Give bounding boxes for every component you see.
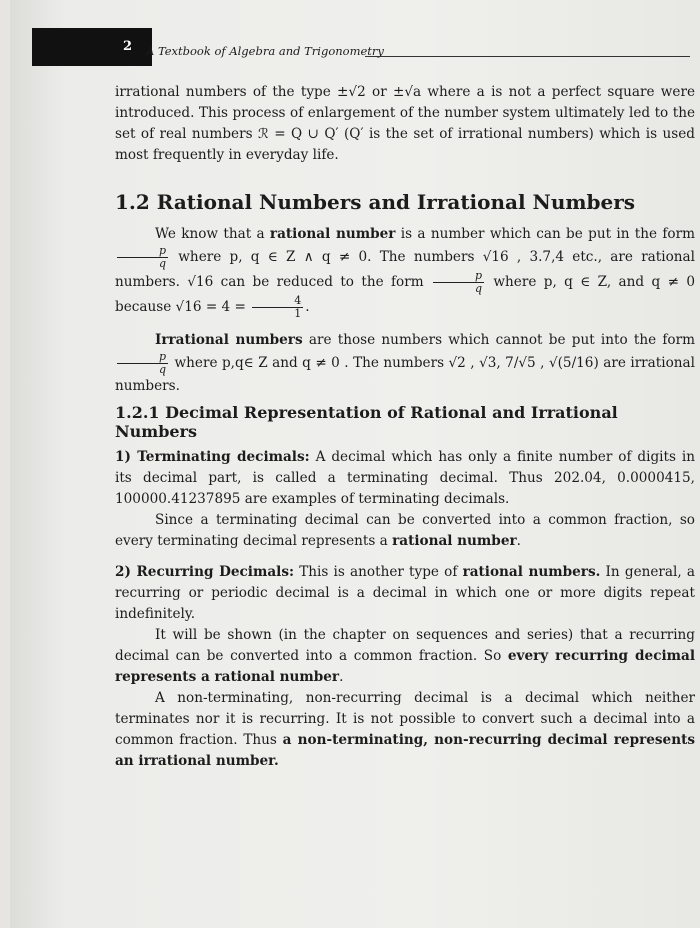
page-number: 2	[122, 39, 132, 54]
page-content	[115, 82, 695, 772]
fraction-4-over-1: $\frac{4}{1}$	[252, 295, 303, 320]
page-number-box	[32, 28, 152, 66]
non-recurring-paragraph: A non-terminating, non-recurring decimal is a decimal which neither terminates nor it is recurring. It is not possible to convert such a decimal into a common fraction. Thus a non-terminating, non-recurring decimal represents an irrational number.	[115, 690, 696, 769]
recurring-rational-paragraph: It will be shown (in the chapter on sequences and series) that a recurring decimal can be converted into a common fraction. So every recurring decimal represents a rational number.	[115, 627, 695, 685]
textbook-page	[10, 0, 700, 928]
header-rule	[365, 56, 690, 57]
intro-paragraph: irrational numbers of the type ±√2 or ±√a where a is not a perfect square were introduced. This process of enlargement of the number system ultimately led to the set of real numbers ℛ = Q ∪ Q′ (Q′ is the set of irrational numbers) which is used most frequently in everyday life.	[115, 84, 695, 163]
section-heading-1-2: 1.2 Rational Numbers and Irrational Numbers	[115, 190, 636, 214]
label-terminating-decimals: 1) Terminating decimals:	[115, 449, 310, 465]
fraction-p-over-q-3: $\frac{p}{q}$	[117, 351, 168, 376]
recurring-decimals-paragraph: 2) Recurring Decimals: This is another type of rational numbers. In general, a recurring or periodic decimal is a decimal in which one or more digits repeat indefinitely.	[115, 564, 695, 622]
terminating-decimals-paragraph: 1) Terminating decimals: A decimal which has only a finite number of digits in its decimal part, is called a terminating decimal. Thus 202.04, 0.0000415, 100000.41237895 are examples of terminating decimals.	[115, 449, 696, 507]
fraction-p-over-q: $\frac{p}{q}$	[117, 245, 168, 270]
rational-definition: We know that a rational number is a number which can be put in the form $\frac{p}{q}$ where p, q ∈ Z ∧ q ≠ 0. The numbers √16 , 3.7,4 etc., are rational numbers. √16 can be reduced to the form $\frac{p}{q}$ where p, q ∈ Z, and q ≠ 0 because √16 = 4 = $\frac{4}{1}$ .	[115, 226, 695, 320]
fraction-p-over-q-2: $\frac{p}{q}$	[433, 270, 484, 295]
label-recurring-decimals: 2) Recurring Decimals:	[115, 564, 294, 580]
running-title: A Textbook of Algebra and Trigonometry	[146, 44, 384, 58]
term-irrational-numbers: Irrational numbers	[155, 332, 303, 348]
irrational-definition: Irrational numbers are those numbers which cannot be put into the form $\frac{p}{q}$ where p,q∈ Z and q ≠ 0 . The numbers √2 , √3, 7/√5 , √(5/16) are irrational numbers.	[115, 332, 695, 394]
section-heading-1-2-1: 1.2.1 Decimal Representation of Rational and Irrational Numbers	[115, 403, 618, 441]
term-rational-number: rational number	[269, 226, 396, 242]
terminating-rational-paragraph: Since a terminating decimal can be converted into a common fraction, so every terminating decimal represents a rational number.	[115, 512, 695, 549]
